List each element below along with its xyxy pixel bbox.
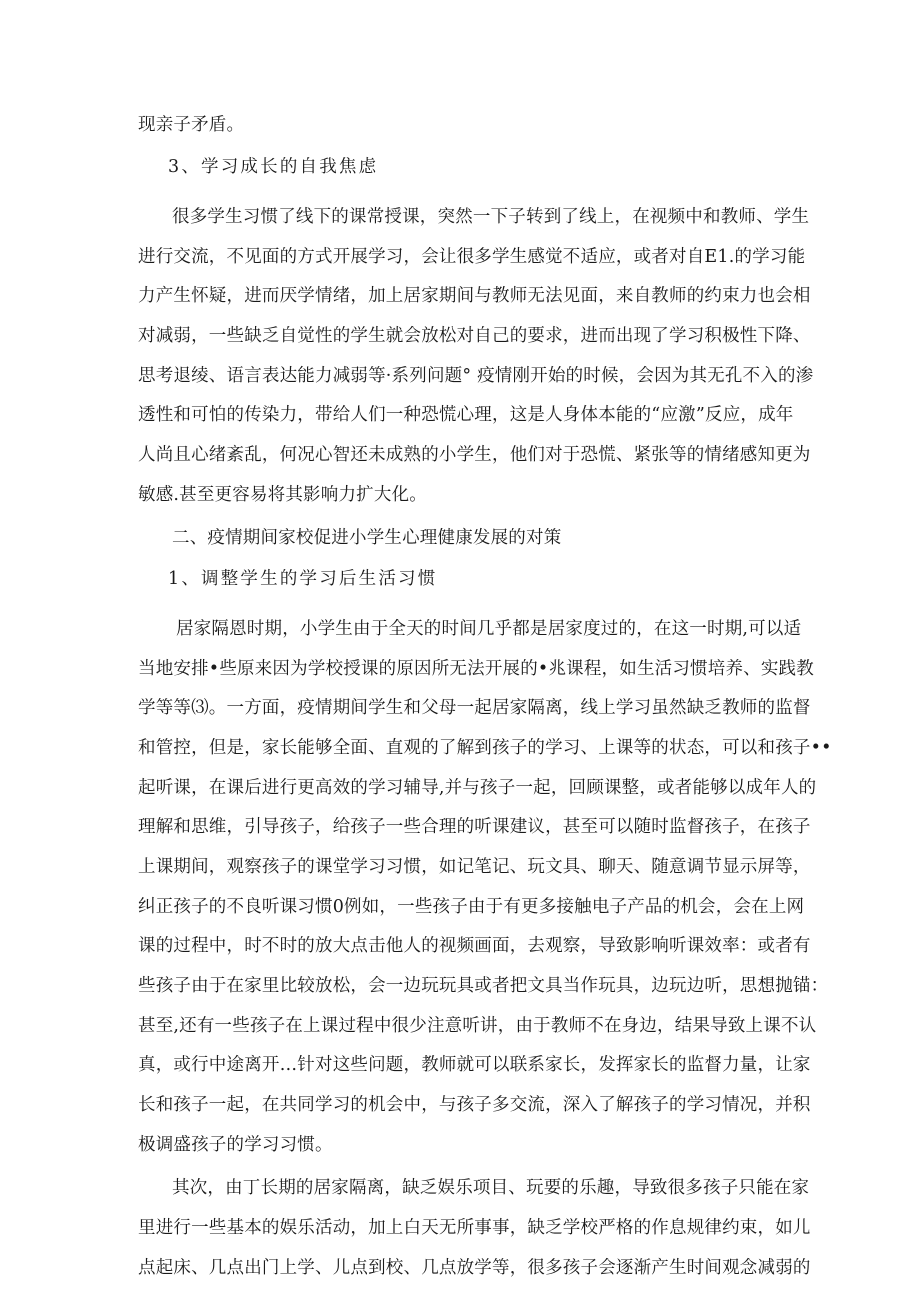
paragraph-line: 对减弱，一些缺乏自觉性的学生就会放松对自己的要求，进而出现了学习积极性下降、 — [138, 326, 811, 346]
section-heading-1: 1、调整学生的学习后生活习惯 — [168, 569, 438, 589]
paragraph-line: 当地安排•些原来因为学校授课的原因所无法开展的•兆课程，如生活习惯培养、实践教 — [138, 659, 814, 679]
paragraph-line: 其次，由丁长期的居家隔离，缺乏娱乐项目、玩要的乐趣，导致很多孩子只能在家 — [172, 1178, 810, 1198]
paragraph-tail-line: 现亲子矛盾。 — [138, 115, 245, 135]
paragraph-line: 敏感.甚至更容易将其影响力扩大化。 — [138, 485, 427, 505]
paragraph-line: 极调盛孩子的学习习惯。 — [138, 1135, 333, 1155]
paragraph-line: 些孩子由于在家里比较放松，会一边玩玩具或者把文具当作玩具，边玩边听，思想抛锚： — [138, 976, 829, 996]
paragraph-line: 透性和可怕的传染力，带给人们一种恐慌心理，这是人身体本能的“应激”反应，成年 — [138, 405, 794, 425]
paragraph-line: 上课期间，观察孩子的课堂学习习惯，如记笔记、玩文具、聊天、随意调节显示屏等， — [138, 857, 811, 877]
paragraph-line: 人尚且心绪紊乱，何况心智还未成熟的小学生，他们对于恐慌、紧张等的情绪感知更为 — [138, 445, 811, 465]
paragraph-line: 甚至,还有一些孩子在上课过程中很少注意听讲，由于教师不在身边，结果导致上课不认 — [138, 1016, 817, 1036]
paragraph-line: 真，或行中途离开…针对这些问题，教师就可以联系家长，发挥家长的监督力量，让家 — [138, 1055, 811, 1075]
section-heading-part-2: 二、疫情期间家校促进小学生心理健康发展的对策 — [172, 528, 562, 548]
paragraph-line: 很多学生习惯了线下的课常授课，突然一下子转到了线上，在视频中和教师、学生 — [172, 207, 810, 227]
paragraph-line: 和管控，但是，家长能够全面、直观的了解到孩子的学习、上课等的状态，可以和孩子•• — [138, 738, 832, 758]
paragraph-line: 理解和思维，引导孩子，给孩子一些合理的听课建议，甚至可以随时监督孩子，在孩子 — [138, 817, 811, 837]
paragraph-line: 起听课，在课后进行更高效的学习辅导,并与孩子一起，回顾课整，或者能够以成年人的 — [138, 778, 817, 798]
paragraph-line: 纠正孩子的不良听课习惯0例如，一些孩子由于有更多接触电子产品的机会，会在上网 — [138, 897, 805, 917]
paragraph-line: 力产生怀疑，进而厌学情绪，加上居家期间与教师无法见面，来自教师的约束力也会相 — [138, 286, 811, 306]
paragraph-line: 课的过程中，时不时的放大点击他人的视频画面，去观察，导致影响听课效率：或者有 — [138, 936, 811, 956]
paragraph-line: 进行交流，不见面的方式开展学习，会让很多学生感觉不适应，或者对自E1.的学习能 — [138, 247, 806, 267]
section-heading-3: 3、学习成长的自我焦虑 — [168, 157, 379, 177]
paragraph-line: 学等等⑶。一方面，疫情期间学生和父母一起居家隔离，线上学习虽然缺乏教师的监督 — [138, 698, 811, 718]
paragraph-line: 里进行一些基本的娱乐活动，加上白天无所事事，缺乏学校严格的作息规律约束，如儿 — [138, 1218, 811, 1238]
paragraph-line: 思考退绫、语言表达能力减弱等·系列问题° 疫情刚开始的时候，会因为其无孔不入的渗 — [138, 366, 814, 386]
paragraph-line: 点起床、几点出门上学、儿点到校、几点放学等，很多孩子会逐渐产生时间观念减弱的 — [138, 1258, 811, 1278]
paragraph-line: 长和孩子一起，在共同学习的机会中，与孩子多交流，深入了解孩子的学习情况，并积 — [138, 1095, 811, 1115]
paragraph-line: 居家隔恩时期，小学生由于全天的时间几乎都是居家度过的，在这一时期,可以适 — [176, 619, 802, 639]
